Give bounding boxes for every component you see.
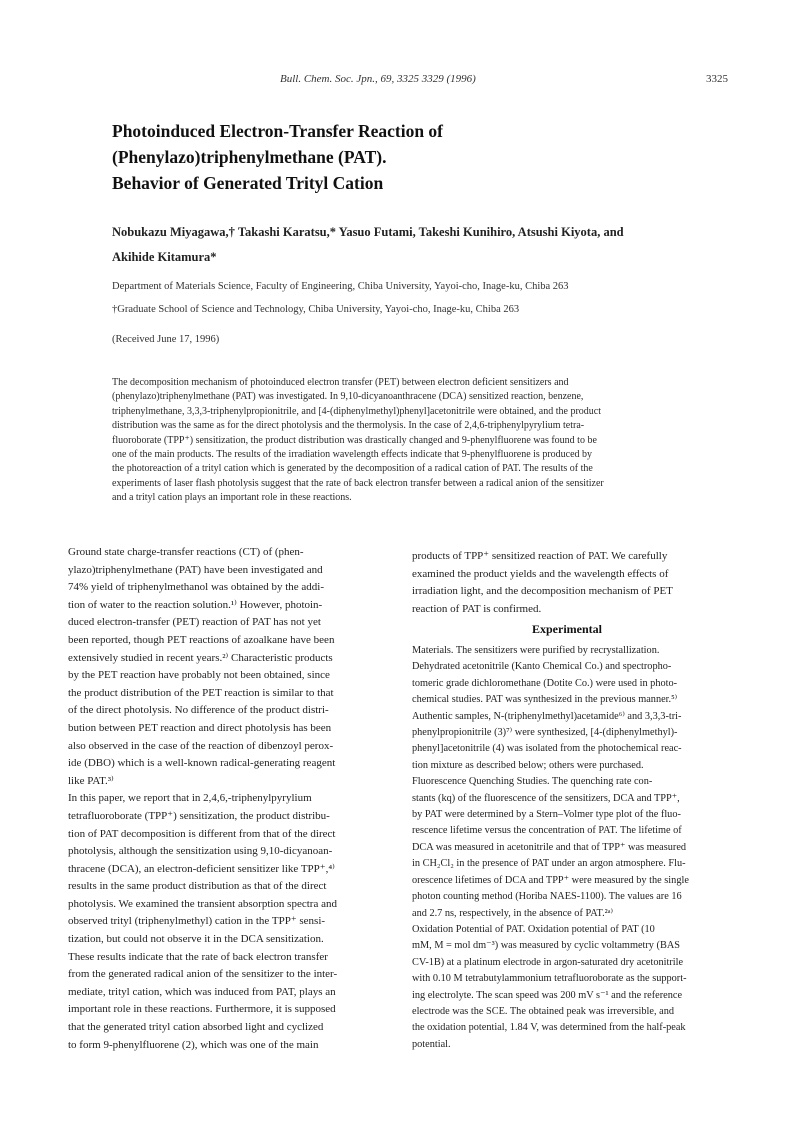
body-line: potential. xyxy=(412,1038,451,1050)
abstract-line: distribution was the same as for the direct photolysis and the thermolysis. In the case of 2,4,6-triphenylpyrylium tetra- xyxy=(112,420,585,432)
body-line: mM, M = mol dm⁻³) was measured by cyclic voltammetry (BAS xyxy=(412,940,680,952)
body-line: orescence lifetimes of DCA and TPP⁺ were measured by the single xyxy=(412,874,689,886)
body-line: the product distribution of the PET reaction is similar to that xyxy=(68,686,334,699)
abstract-line: fluoroborate (TPP⁺) sensitization, the product distribution was drastically changed and 9-phenylfluorene was found to be xyxy=(112,434,597,446)
body-line: and 2.7 ns, respectively, in the absence of PAT.²ᵃ⁾ xyxy=(412,907,614,919)
body-line: examined the product yields and the wavelength effects of xyxy=(412,567,669,580)
body-line: ide (DBO) which is a well-known radical-generating reagent xyxy=(68,757,336,770)
received-date: (Received June 17, 1996) xyxy=(112,334,220,345)
body-line: in CH₂Cl₂ in the presence of PAT under an argon atmosphere. Flu- xyxy=(412,858,686,870)
body-line: photolysis, although the sensitization using 9,10-dicyanoan- xyxy=(68,845,333,858)
body-line: that the generated trityl cation absorbed light and cyclized xyxy=(68,1021,324,1034)
body-line: of the direct photolysis. No difference of the product distri- xyxy=(68,704,329,717)
body-line: been reported, though PET reactions of azoalkane have been xyxy=(68,633,335,646)
body-line: like PAT.³⁾ xyxy=(68,774,114,787)
body-line: reaction of PAT is confirmed. xyxy=(412,602,542,615)
body-line: results in the same product distribution as that of the direct xyxy=(68,880,327,893)
body-line: electrode was the SCE. The obtained peak was irreversible, and xyxy=(412,1005,675,1017)
abstract-line: The decomposition mechanism of photoinduced electron transfer (PET) between electron deficient sensitizers and xyxy=(112,377,569,388)
body-line: important role in these reactions. Furthermore, it is supposed xyxy=(68,1003,336,1016)
body-line: Oxidation Potential of PAT. Oxidation potential of PAT (10 xyxy=(412,923,655,935)
body-line: ing electrolyte. The scan speed was 200 mV s⁻¹ and the reference xyxy=(412,989,683,1001)
author-line: Akihide Kitamura* xyxy=(112,250,217,264)
body-line: tion mixture as described below; others were purchased. xyxy=(412,759,644,771)
body-line: observed trityl (triphenylmethyl) cation in the TPP⁺ sensi- xyxy=(68,915,326,928)
body-line: Authentic samples, N-(triphenylmethyl)acetamide⁶⁾ and 3,3,3-tri- xyxy=(412,710,682,722)
author-list xyxy=(112,220,712,270)
body-line: thracene (DCA), an electron-deficient sensitizer like TPP⁺,⁴⁾ xyxy=(68,862,335,875)
body-line: products of TPP⁺ sensitized reaction of PAT. We carefully xyxy=(412,550,668,562)
affiliation-secondary: †Graduate School of Science and Technology, Chiba University, Yayoi-cho, Inage-ku, Chiba 263 xyxy=(112,304,520,315)
abstract-line: and a trityl cation plays an important role in these reactions. xyxy=(112,492,352,504)
left-column-text xyxy=(68,544,388,1054)
abstract xyxy=(112,376,690,506)
body-line: tetrafluoroborate (TPP⁺) sensitization, the product distribu- xyxy=(68,809,330,822)
body-line: DCA was measured in acetonitrile and that of TPP⁺ was measured xyxy=(412,841,687,853)
author-line: Nobukazu Miyagawa,† Takashi Karatsu,* Yasuo Futami, Takeshi Kunihiro, Atsushi Kiyota, and xyxy=(112,225,624,239)
body-line: tion of PAT decomposition is different from that of the direct xyxy=(68,827,336,840)
body-line: 74% yield of triphenylmethanol was obtained by the addi- xyxy=(68,581,324,594)
body-line: the oxidation potential, 1.84 V, was determined from the half-peak xyxy=(412,1022,686,1034)
experimental-text xyxy=(412,643,732,1053)
abstract-line: triphenylmethane, 3,3,3-triphenylpropionitrile, and [4-(diphenylmethyl)phenyl]acetonitrile were obtained, and the product xyxy=(112,405,602,417)
body-line: to form 9-phenylfluorene (2), which was one of the main xyxy=(68,1038,319,1051)
body-line: Dehydrated acetonitrile (Kanto Chemical Co.) and spectropho- xyxy=(412,661,672,673)
body-line: from the generated radical anion of the sensitizer to the inter- xyxy=(68,968,338,981)
body-line: chemical studies. PAT was synthesized in the previous manner.⁵⁾ xyxy=(412,694,678,706)
body-line: phenylpropionitrile (3)⁷⁾ were synthesized, [4-(diphenylmethyl)- xyxy=(412,727,678,739)
running-head: Bull. Chem. Soc. Jpn., 69, 3325 3329 (1996) xyxy=(280,73,476,85)
body-line: also observed in the case of the reaction of dibenzoyl perox- xyxy=(68,739,334,752)
body-line: These results indicate that the rate of back electron transfer xyxy=(68,950,328,963)
body-line: tion of water to the reaction solution.¹⁾ However, photoin- xyxy=(68,598,323,611)
body-line: rescence lifetime versus the concentration of PAT. The lifetime of xyxy=(412,825,682,837)
body-line: irradiation light, and the decomposition mechanism of PET xyxy=(412,585,673,598)
body-line: photolysis. We examined the transient absorption spectra and xyxy=(68,897,337,910)
body-line: Fluorescence Quenching Studies. The quenching rate con- xyxy=(412,776,653,788)
body-line: Materials. The sensitizers were purified by recrystallization. xyxy=(412,645,660,656)
body-line: Ground state charge-transfer reactions (CT) of (phen- xyxy=(68,546,304,558)
section-heading: Experimental xyxy=(532,622,602,636)
body-line: extensively studied in recent years.²⁾ Characteristic products xyxy=(68,651,333,664)
affiliation-primary: Department of Materials Science, Faculty of Engineering, Chiba University, Yayoi-cho, Inage-ku, Chiba 263 xyxy=(112,281,569,292)
body-line: In this paper, we report that in 2,4,6,-triphenylpyrylium xyxy=(68,792,312,805)
abstract-line: experiments of laser flash photolysis suggest that the rate of back electron transfer between a radical anion of the sensitizer xyxy=(112,477,604,489)
abstract-line: one of the main products. The results of the irradiation wavelength effects indicate that 9-phenylfluorene is produced by xyxy=(112,449,593,461)
body-line: duced electron-transfer (PET) reaction of PAT has not yet xyxy=(68,616,321,629)
body-line: by the PET reaction have probably not been obtained, since xyxy=(68,669,330,682)
article-title xyxy=(112,118,712,196)
body-line: phenyl]acetonitrile (4) was isolated from the photochemical reac- xyxy=(412,743,682,755)
body-line: bution between PET reaction and direct photolysis has been xyxy=(68,721,332,734)
body-line: mediate, trityl cation, which was induced from PAT, plays an xyxy=(68,985,336,998)
body-line: CV-1B) at a platinum electrode in argon-saturated dry acetonitrile xyxy=(412,956,684,968)
abstract-line: (phenylazo)triphenylmethane (PAT) was investigated. In 9,10-dicyanoanthracene (DCA) sensitized reaction, benzene, xyxy=(112,391,584,403)
title-line: Behavior of Generated Trityl Cation xyxy=(112,173,384,193)
page-number: 3325 xyxy=(706,73,728,85)
right-column-intro xyxy=(412,548,732,618)
body-line: by PAT were determined by a Stern–Volmer type plot of the fluo- xyxy=(412,809,681,821)
body-line: tomeric grade dichloromethane (Dotite Co.) were used in photo- xyxy=(412,677,678,689)
title-line: Photoinduced Electron-Transfer Reaction of xyxy=(112,121,444,141)
body-line: photon counting method (Horiba NAES-1100). The values are 16 xyxy=(412,891,682,903)
body-line: ylazo)triphenylmethane (PAT) have been investigated and xyxy=(68,563,323,576)
title-line: (Phenylazo)triphenylmethane (PAT). xyxy=(112,147,387,167)
body-line: stants (kq) of the fluorescence of the sensitizers, DCA and TPP⁺, xyxy=(412,792,680,804)
body-line: tization, but could not observe it in the DCA sensitization. xyxy=(68,933,324,946)
abstract-line: the photoreaction of a trityl cation which is generated by the decomposition of a radical cation of PAT. The results of the xyxy=(112,463,593,475)
body-line: with 0.10 M tetrabutylammonium tetrafluoroborate as the support- xyxy=(412,973,687,985)
